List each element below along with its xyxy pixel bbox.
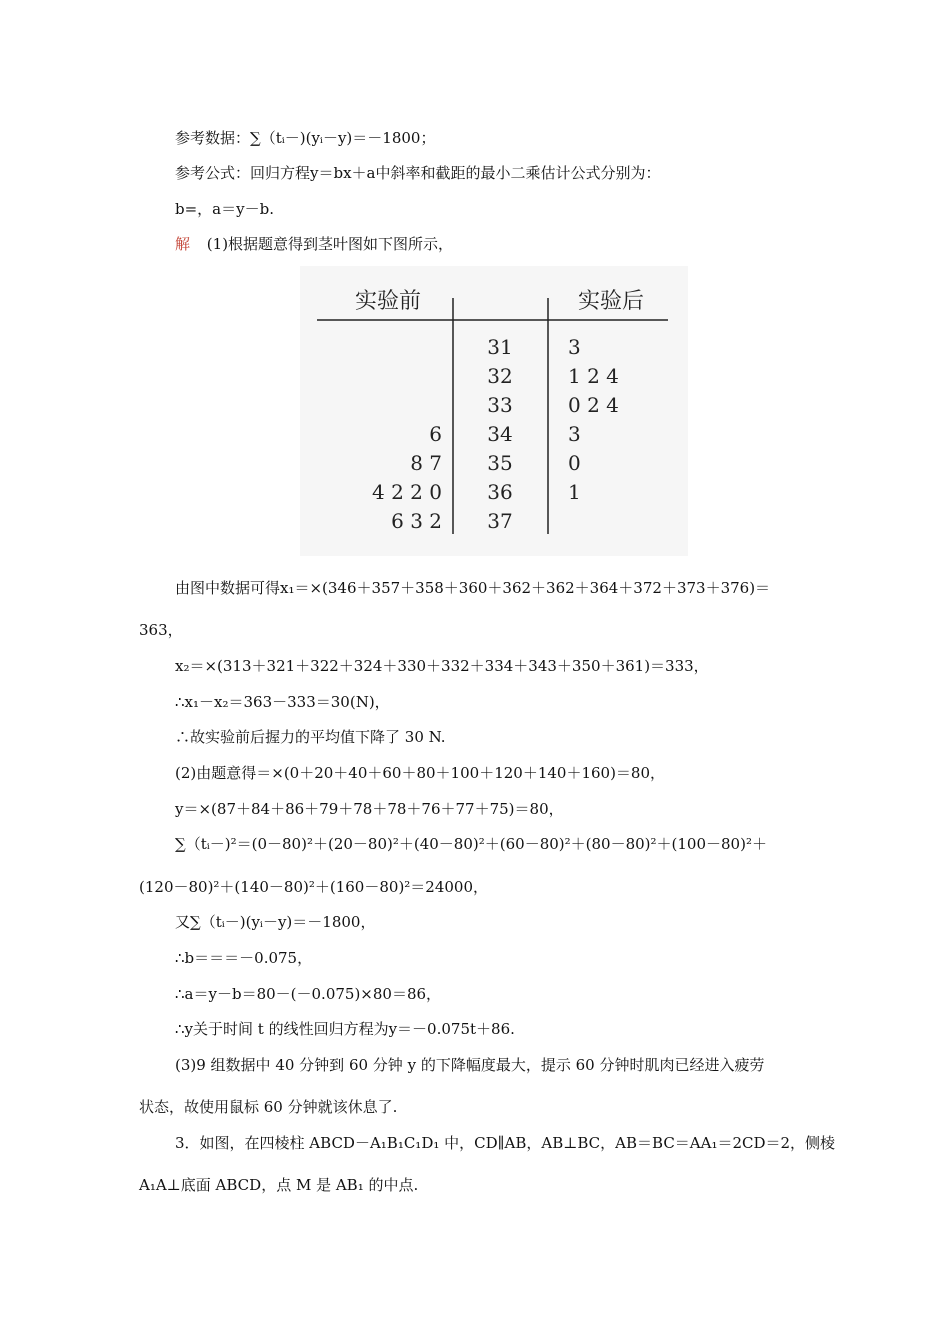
intercept-line: ∴a＝y－b＝80－(－0.075)×80＝86，	[175, 985, 442, 1003]
header-before: 实验前	[355, 289, 422, 314]
part3-line: (3)9 组数据中 40 分钟到 60 分钟 y 的下降幅度最大，提示 60 分钟时肌肉已经进入疲劳	[175, 1056, 765, 1074]
reference-formula-values: b=，a＝y－b.	[175, 200, 274, 218]
mean-after-line: x₂＝×(313＋321＋322＋324＋330＋332＋334＋343＋350＋361)＝333，	[175, 657, 709, 675]
leaf-before: 4 2 2 0	[372, 480, 442, 504]
stem-value: 36	[487, 480, 513, 504]
y-mean-line: y＝×(87＋84＋86＋79＋78＋78＋76＋77＋75)＝80，	[175, 800, 564, 818]
leaf-after: 1	[568, 480, 581, 504]
stem-value: 37	[487, 509, 513, 533]
stem-leaf-figure	[300, 266, 688, 556]
part2-line: (2)由题意得＝×(0＋20＋40＋60＋80＋100＋120＋140＋160)＝80，	[175, 764, 666, 782]
stem-leaf-rows	[372, 335, 619, 533]
stem-value: 33	[487, 393, 513, 417]
covariance-line: 又∑（tᵢ－)(yᵢ－y)＝－1800，	[175, 913, 376, 931]
solution-intro-line	[175, 234, 453, 254]
conclusion-line: ∴故实验前后握力的平均值下降了 30 N.	[175, 728, 446, 746]
regression-line: ∴y关于时间 t 的线性回归方程为y＝－0.075t＋86.	[175, 1020, 515, 1038]
leaf-after: 3	[568, 422, 581, 446]
leaf-before: 8 7	[410, 451, 442, 475]
mean-before-line: 由图中数据可得x₁＝×(346＋357＋358＋360＋362＋362＋364＋372＋373＋376)＝	[175, 579, 771, 597]
mean-before-result: 363，	[139, 621, 183, 639]
sum-squares-line: ∑（tᵢ－)²＝(0－80)²＋(20－80)²＋(40－80)²＋(60－80)²＋(80－80)²＋(100－80)²＋	[175, 835, 767, 853]
solution-label: 解	[175, 235, 191, 253]
leaf-after: 1 2 4	[568, 364, 619, 388]
stem-value: 35	[487, 451, 513, 475]
problem3-line2: A₁A⊥底面 ABCD，点 M 是 AB₁ 的中点.	[139, 1176, 419, 1194]
sum-squares-result: (120－80)²＋(140－80)²＋(160－80)²＝24000，	[139, 878, 489, 896]
stem-value: 32	[487, 364, 513, 388]
header-after: 实验后	[578, 289, 645, 314]
reference-formula-line: 参考公式：回归方程y＝bx＋a中斜率和截距的最小二乘估计公式分别为：	[175, 164, 661, 182]
solution-intro-text: (1)根据题意得到茎叶图如下图所示，	[206, 235, 454, 253]
leaf-before: 6 3 2	[391, 509, 442, 533]
difference-line: ∴x₁－x₂＝363－333＝30(N)，	[175, 693, 390, 711]
stem-value: 31	[487, 335, 513, 359]
leaf-after: 0	[568, 451, 581, 475]
reference-data-line: 参考数据：∑（tᵢ－)(yᵢ－y)＝－1800；	[175, 129, 436, 147]
leaf-after: 0 2 4	[568, 393, 619, 417]
stem-leaf-plot	[300, 266, 688, 556]
slope-line: ∴b＝＝＝－0.075，	[175, 949, 313, 967]
part3-conclusion: 状态，故使用鼠标 60 分钟就该休息了.	[139, 1098, 398, 1116]
leaf-before: 6	[429, 422, 442, 446]
problem3-line: 3．如图，在四棱柱 ABCD－A₁B₁C₁D₁ 中，CD∥AB，AB⊥BC，AB＝BC＝AA₁＝2CD＝2，侧棱	[175, 1134, 836, 1152]
leaf-after: 3	[568, 335, 581, 359]
stem-value: 34	[487, 422, 513, 446]
